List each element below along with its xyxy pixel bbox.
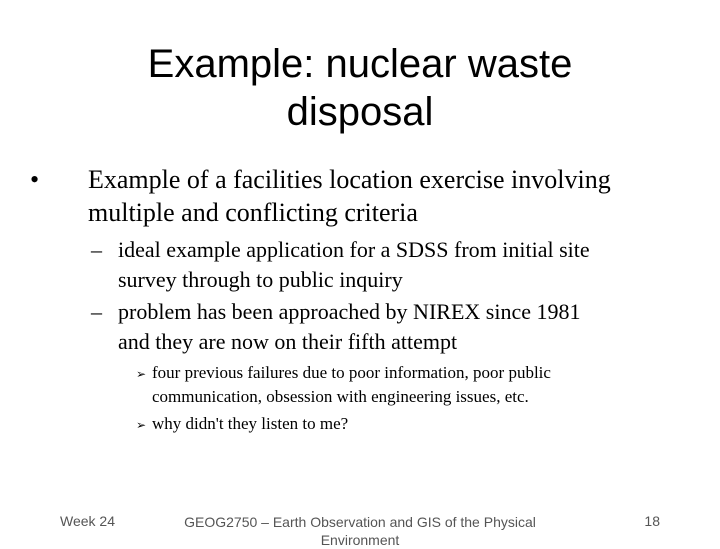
sub-bullet-line: survey through to public inquiry bbox=[118, 267, 403, 292]
arrow-bullet-icon: ➢ bbox=[136, 367, 147, 381]
sub-sub-bullet-item bbox=[136, 361, 632, 409]
sub-bullet-item bbox=[91, 235, 678, 295]
slide-title bbox=[60, 40, 660, 136]
footer-week: Week 24 bbox=[60, 513, 115, 529]
sub-sub-bullet-text bbox=[152, 361, 632, 409]
sub-sub-bullet-line: why didn't they listen to me? bbox=[152, 414, 349, 433]
slide-title-line: disposal bbox=[286, 90, 434, 134]
sub-sub-bullet-text bbox=[152, 412, 632, 436]
sub-sub-bullet-item bbox=[136, 412, 632, 436]
sub-bullet-item bbox=[91, 297, 678, 357]
sub-bullet-line: problem has been approached by NIREX since 1981 bbox=[118, 299, 581, 324]
sub-bullet-line: ideal example application for a SDSS from initial site bbox=[118, 237, 590, 262]
sub-sub-bullet-line: communication, obsession with engineering issues, etc. bbox=[152, 387, 529, 406]
bullet-item bbox=[30, 163, 708, 229]
bullet-line: Example of a facilities location exercise involving bbox=[88, 165, 611, 194]
bullet-marker: • bbox=[30, 165, 40, 194]
sub-sub-bullet-line: four previous failures due to poor information, poor public bbox=[152, 363, 551, 382]
bullet-line: multiple and conflicting criteria bbox=[88, 198, 418, 227]
slide-title-line: Example: nuclear waste bbox=[147, 42, 573, 86]
sub-bullet-text bbox=[118, 235, 678, 295]
sub-bullet-text bbox=[118, 297, 678, 357]
bullet-text bbox=[88, 163, 708, 229]
arrow-bullet-icon: ➢ bbox=[136, 418, 147, 432]
dash-marker: – bbox=[91, 299, 102, 324]
footer-page-number: 18 bbox=[644, 513, 660, 529]
sub-bullet-line: and they are now on their fifth attempt bbox=[118, 329, 458, 354]
footer-course: GEOG2750 – Earth Observation and GIS of the Physical Environment bbox=[184, 514, 536, 548]
dash-marker: – bbox=[91, 237, 102, 262]
